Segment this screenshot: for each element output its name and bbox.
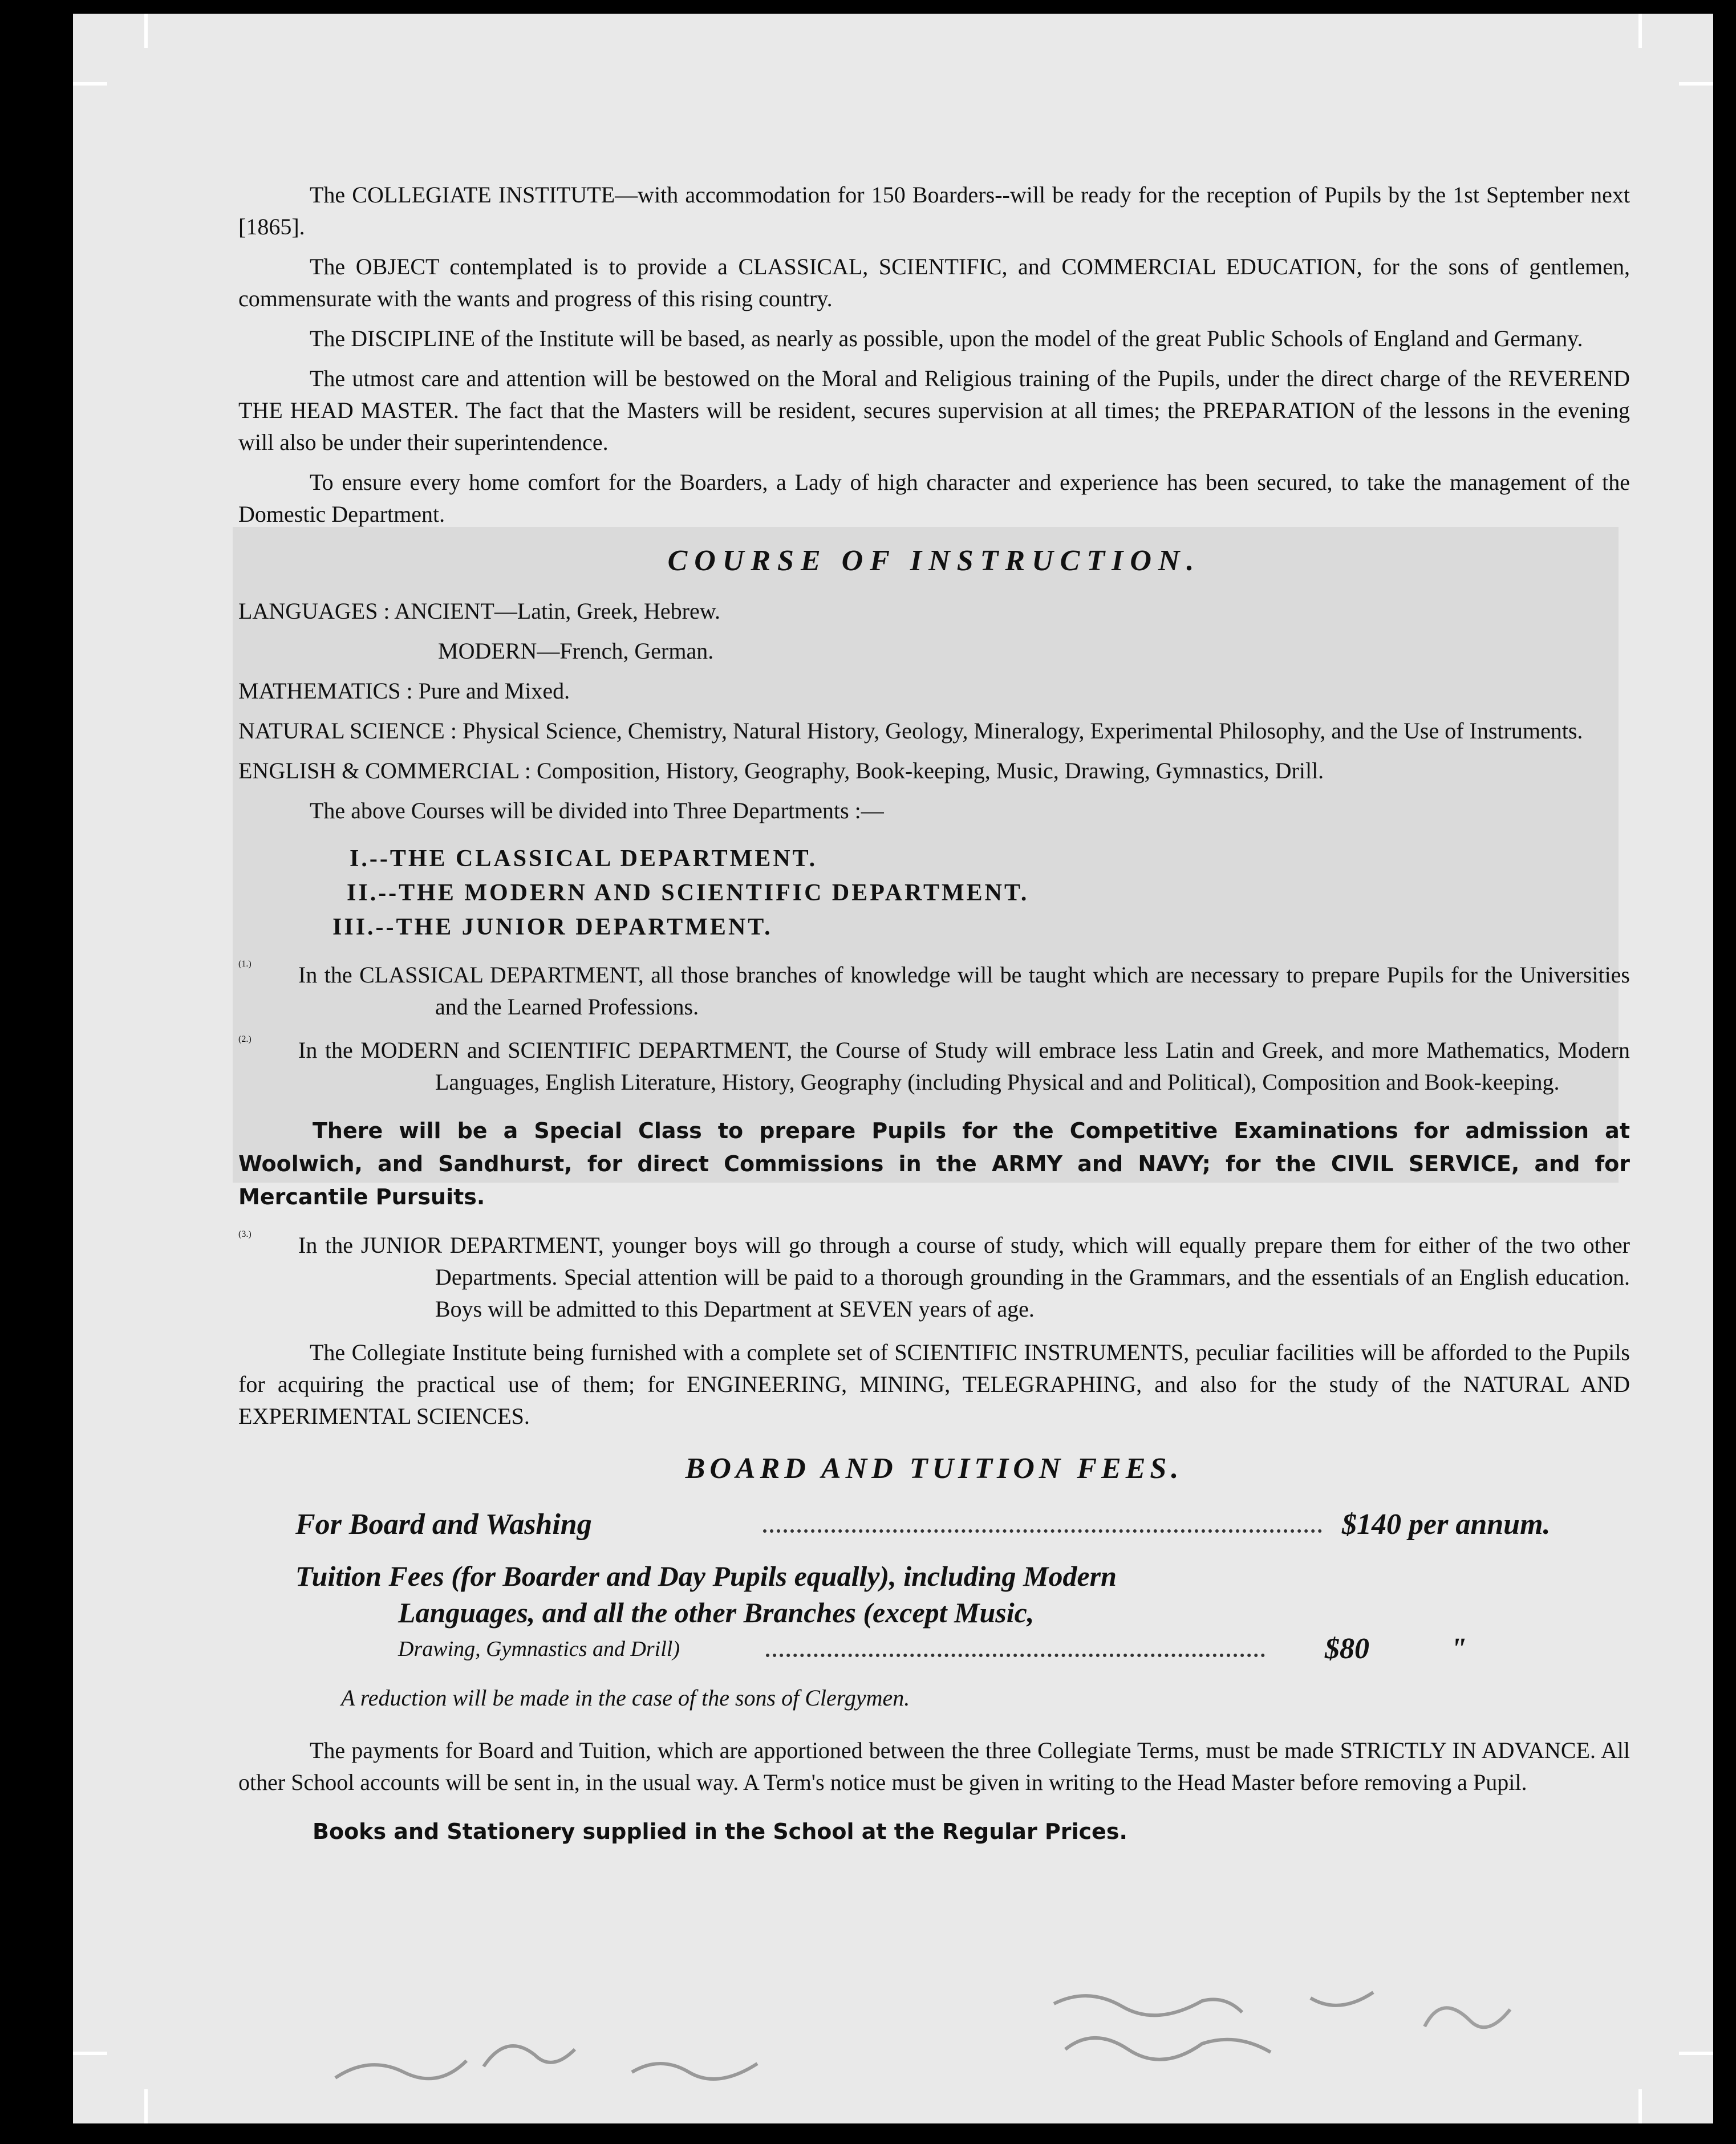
item-number: (3.) [238,1229,252,1239]
tuition-line-3: Drawing, Gymnastics and Drill) [398,1637,680,1661]
tuition-line-3-row [238,1631,1630,1667]
item-number: (2.) [238,1034,252,1044]
intro-paragraph: To ensure every home comfort for the Boarders, a Lady of high character and experience has been secured, to take the management of the Domestic Department. [238,469,1630,527]
course-divided-note: The above Courses will be divided into Three Departments :— [310,798,884,823]
department-modern-scientific: II.--THE MODERN AND SCIENTIFIC DEPARTMENT. [347,880,1029,906]
intro-paragraph: The OBJECT contemplated is to provide a CLASSICAL, SCIENTIFIC, and COMMERCIAL EDUCATION, for the sons of gentlemen, commensurate with the wants and progress of this rising country. [238,254,1630,311]
course-mathematics: MATHEMATICS : Pure and Mixed. [238,678,570,704]
crop-mark-top-left-h [73,82,107,86]
course-natural-science: NATURAL SCIENCE : Physical Science, Chemistry, Natural History, Geology, Mineralogy, Experimental Philosophy, and the Use of Instruments. [238,718,1583,744]
fees-heading: BOARD AND TUITION FEES. [685,1452,1183,1485]
document-page [73,14,1713,2123]
department-classical: I.--THE CLASSICAL DEPARTMENT. [350,846,818,872]
clergy-reduction-note: A reduction will be made in the case of the sons of Clergymen. [341,1685,910,1711]
tuition-fee-amount: $80 [1325,1633,1369,1665]
item-number: (1.) [238,959,252,969]
crop-mark-bottom-left-v [144,2089,148,2123]
course-english-commercial: ENGLISH & COMMERCIAL : Composition, History, Geography, Book-keeping, Music, Drawing, Gymnastics, Drill. [238,758,1324,783]
books-notice: Books and Stationery supplied in the School at the Regular Prices. [313,1819,1127,1844]
crop-mark-top-right-h [1679,82,1713,86]
crop-mark-top-right-v [1638,14,1642,48]
intro-paragraph: The utmost care and attention will be bestowed on the Moral and Religious training of the Pupils, under the direct charge of the REVEREND THE HEAD MASTER. The fact that the Masters will be resident, secures supervision at all times; the PREPARATION of the lessons in the evening will also be under their superintendence. [238,366,1630,455]
board-fee-row [238,1508,1630,1548]
instruments-paragraph: The Collegiate Institute being furnished with a complete set of SCIENTIFIC INSTRUMENTS, peculiar facilities will be afforded to the Pupils for acquiring the practical use of them; for ENGINEERING, MINING, TELEGRAPHING, and also for the study of the NATURAL AND EXPERIMENTAL SCIENCES. [238,1339,1630,1429]
item-text: In the MODERN and SCIENTIFIC DEPARTMENT, the Course of Study will embrace less Latin and Greek, and more Mathematics, Modern Languages, English Literature, History, Geography (including Physical and and Political), Composition and Book-keeping. [298,1037,1630,1095]
crop-mark-bottom-right-v [1638,2089,1642,2123]
item-text: In the JUNIOR DEPARTMENT, younger boys will go through a course of study, which will equally prepare them for either of the two other Departments. Special attention will be paid to a thorough grounding in the Grammars, and the essentials of an English education. Boys will be admitted to this Department at SEVEN years of age. [298,1232,1630,1322]
crop-mark-top-left-v [144,14,148,48]
leader-dots [766,1654,1265,1657]
crop-mark-bottom-left-h [73,2052,107,2055]
tuition-line-2: Languages, and all the other Branches (except Music, [398,1597,1035,1629]
department-item-2 [238,1034,1630,1098]
payments-paragraph: The payments for Board and Tuition, which are apportioned between the three Collegiate Terms, must be made STRICTLY IN ADVANCE. All other School accounts will be sent in, in the usual way. A Term's notice must be given in writing to the Head Master before removing a Pupil. [238,1737,1630,1795]
ditto-mark: " [1450,1633,1467,1665]
tuition-fee-block [238,1558,1630,1667]
course-heading: COURSE OF INSTRUCTION. [667,545,1201,577]
intro-paragraph: The DISCIPLINE of the Institute will be based, as nearly as possible, upon the model of the great Public Schools of England and Germany. [310,326,1583,351]
document-body [238,179,1630,1847]
handwritten-marks [313,1958,1624,2106]
course-languages-ancient: LANGUAGES : ANCIENT—Latin, Greek, Hebrew. [238,598,720,624]
leader-dots [763,1529,1322,1533]
item-text: In the CLASSICAL DEPARTMENT, all those branches of knowledge will be taught which are necessary to prepare Pupils for the Universities and the Learned Professions. [298,962,1630,1020]
department-list [332,842,1630,944]
tuition-line-1: Tuition Fees (for Boarder and Day Pupils equally), including Modern [295,1560,1117,1592]
course-languages-modern: MODERN—French, German. [438,638,714,664]
department-item-1 [238,959,1630,1023]
board-fee-label: For Board and Washing [295,1508,592,1541]
department-junior: III.--THE JUNIOR DEPARTMENT. [332,914,773,940]
board-fee-amount: $140 per annum. [1342,1508,1551,1541]
intro-paragraph: The COLLEGIATE INSTITUTE—with accommodation for 150 Boarders--will be ready for the reception of Pupils by the 1st September next [1865]. [238,182,1630,239]
special-class-notice: There will be a Special Class to prepare Pupils for the Competitive Examinations for admission at Woolwich, and Sandhurst, for direct Commissions in the ARMY and NAVY; for the CIVIL SERVICE, and for Mercantile Pursuits. [238,1118,1630,1209]
crop-mark-bottom-right-h [1679,2052,1713,2055]
department-item-3 [238,1229,1630,1325]
